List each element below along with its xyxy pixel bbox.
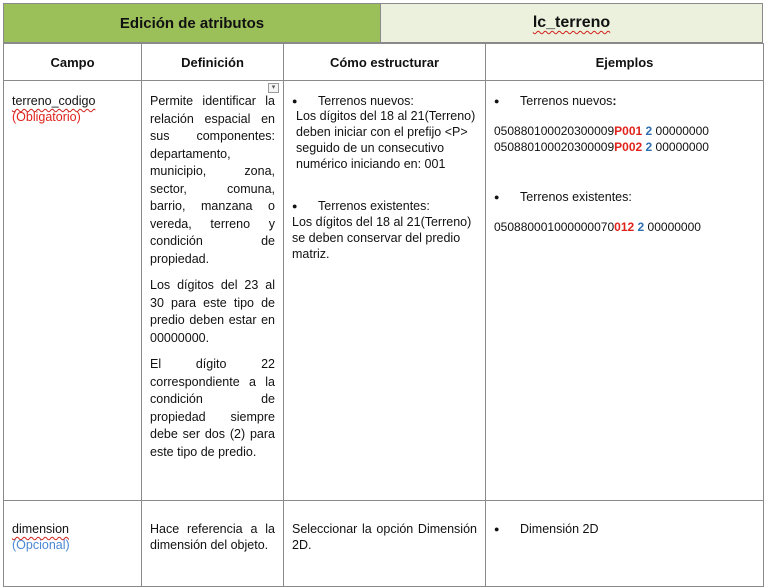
examples-cell [486,81,764,501]
dropdown-marker-icon[interactable]: ▾ [268,83,279,93]
bullet-icon: ● [494,524,500,534]
example-bullet-new [494,93,755,109]
example-value: Dimensión 2D [520,522,599,536]
example-code: 050880001000000070012 2 00000000 [494,220,701,234]
structure-bullet-title: Terrenos existentes: [318,199,430,213]
title-row [3,3,763,43]
field-name: dimension [12,522,69,536]
example-title: Terrenos nuevos [520,94,613,108]
definition-paragraph: Hace referencia a la dimensión del objeto. [150,522,275,552]
structure-cell [284,501,486,587]
column-header-definicion: Definición [142,44,284,81]
example-title-colon: : [612,94,617,108]
definition-paragraph: Permite identificar la relación espacial en sus componentes: departamento, municipio, zona, sector, comuna, barrio, manzana o vereda, terreno y condición de propiedad. [150,94,275,266]
bullet-icon: ● [292,96,298,106]
field-status-optional: (Opcional) [12,538,70,552]
field-cell [4,81,142,501]
bullet-icon: ● [494,192,500,202]
layer-name-title [381,4,762,42]
table-header-row [4,44,764,81]
structure-text: Los dígitos del 18 al 21(Terreno) deben iniciar con el prefijo <P> seguido de un consecutivo numérico iniciando en: 001 [296,109,476,171]
structure-text: Seleccionar la opción Dimensión 2D. [292,522,477,552]
table-row [4,501,764,587]
layer-name-text: lc_terreno [532,14,611,31]
example-bullet-existing [494,189,755,205]
column-header-campo: Campo [4,44,142,81]
structure-bullet-title: Terrenos nuevos: [318,94,414,108]
example-code: 050880100020300009P001 2 00000000 [494,124,709,138]
example-bullet [494,521,755,537]
column-header-ejemplos: Ejemplos [486,44,764,81]
structure-text: Los dígitos del 18 al 21(Terreno) se deben conservar del predio matriz. [292,215,472,261]
structure-bullet-existing [292,198,477,214]
section-title: Edición de atributos [4,4,381,42]
field-status-required: (Obligatorio) [12,110,81,124]
example-code: 050880100020300009P002 2 00000000 [494,140,709,154]
attributes-table [3,43,764,587]
table-row [4,81,764,501]
examples-cell [486,501,764,587]
structure-bullet-new [292,93,477,109]
field-cell [4,501,142,587]
definition-paragraph: Los dígitos del 23 al 30 para este tipo de predio deben estar en 00000000. [150,278,275,345]
definition-cell [142,501,284,587]
column-header-como-estructurar: Cómo estructurar [284,44,486,81]
structure-cell [284,81,486,501]
field-name: terreno_codigo [12,94,96,108]
bullet-icon: ● [494,96,500,106]
example-title: Terrenos existentes: [520,190,632,204]
definition-cell [142,81,284,501]
attribute-table-frame [3,3,763,587]
definition-paragraph: El dígito 22 correspondiente a la condición de propiedad siempre debe ser dos (2) para este tipo de predio. [150,357,275,459]
bullet-icon: ● [292,201,298,211]
